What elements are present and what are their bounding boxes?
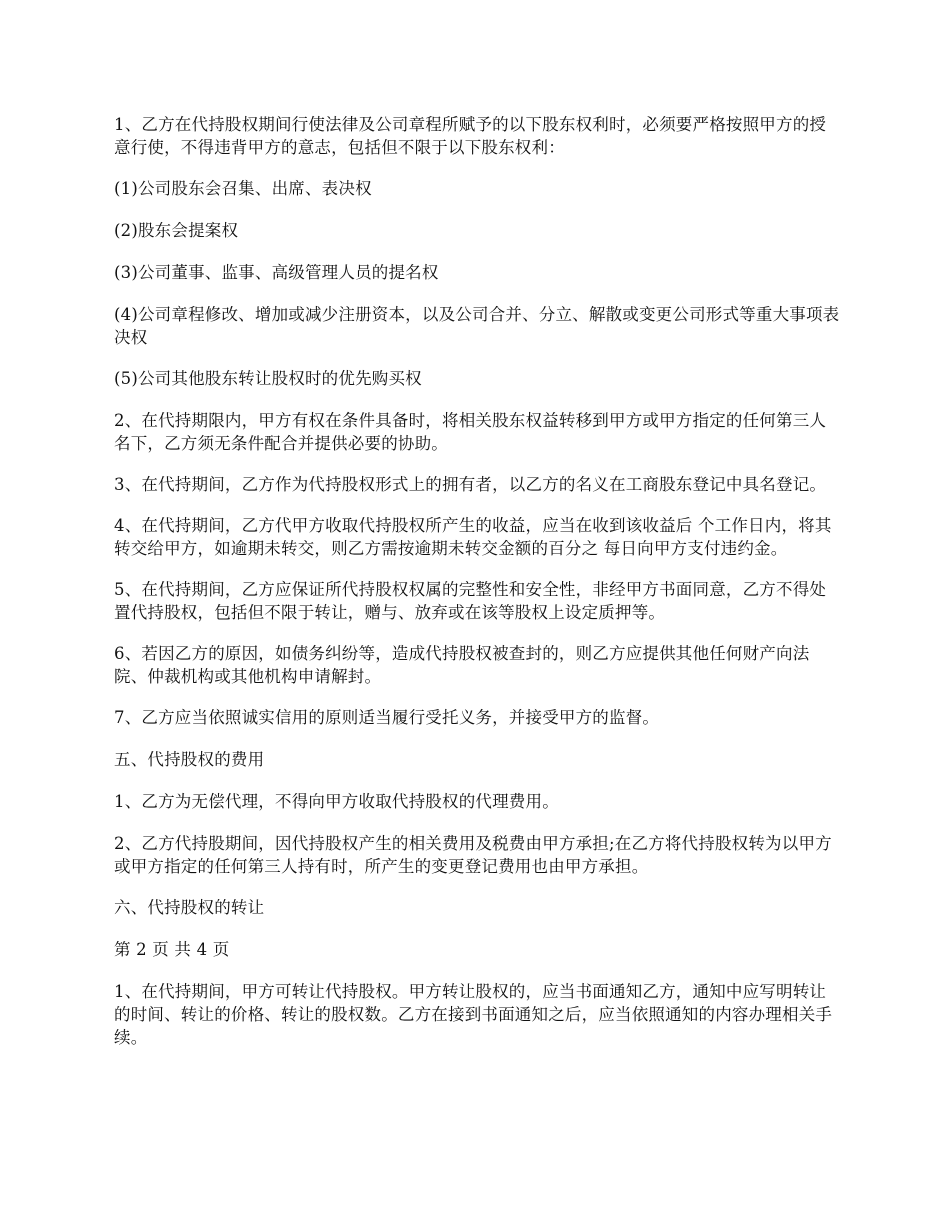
paragraph-clause-1: 1、乙方在代持股权期间行使法律及公司章程所赋予的以下股东权利时，必须要严格按照甲方的授意行使，不得违背甲方的意志，包括但不限于以下股东权利： bbox=[114, 115, 827, 157]
document-body bbox=[114, 113, 842, 1067]
paragraph-fee-2: 2、乙方代持股期间，因代持股权产生的相关费用及税费由甲方承担;在乙方将代持股权转为以甲方或甲方指定的任何第三人持有时，所产生的变更登记费用也由甲方承担。 bbox=[114, 834, 832, 876]
paragraph-transfer-1: 1、在代持期间，甲方可转让代持股权。甲方转让股权的，应当书面通知乙方，通知中应写明转让的时间、转让的价格、转让的股权数。乙方在接到书面通知之后，应当依照通知的内容办理相关手续。 bbox=[114, 982, 833, 1047]
paragraph-right-4: (4)公司章程修改、增加或减少注册资本，以及公司合并、分立、解散或变更公司形式等重大事项表决权 bbox=[114, 305, 840, 347]
paragraph-clause-5: 5、在代持期间，乙方应保证所代持股权权属的完整性和安全性，非经甲方书面同意，乙方不得处置代持股权，包括但不限于转让，赠与、放弃或在该等股权上设定质押等。 bbox=[114, 580, 827, 622]
page-number: 第 2 页 共 4 页 bbox=[114, 940, 230, 959]
paragraph-right-5: (5)公司其他股东转让股权时的优先购买权 bbox=[114, 369, 422, 388]
paragraph-right-2: (2)股东会提案权 bbox=[114, 221, 239, 240]
section-heading-transfer: 六、代持股权的转让 bbox=[114, 898, 265, 917]
section-heading-fees: 五、代持股权的费用 bbox=[114, 750, 265, 769]
paragraph-clause-2: 2、在代持期限内，甲方有权在条件具备时，将相关股东权益转移到甲方或甲方指定的任何第三人名下，乙方须无条件配合并提供必要的协助。 bbox=[114, 411, 827, 453]
paragraph-clause-6: 6、若因乙方的原因，如债务纠纷等，造成代持股权被查封的，则乙方应提供其他任何财产向法院、仲裁机构或其他机构申请解封。 bbox=[114, 644, 810, 686]
paragraph-fee-1: 1、乙方为无偿代理，不得向甲方收取代持股权的代理费用。 bbox=[114, 792, 559, 811]
paragraph-clause-4: 4、在代持期间，乙方代甲方收取代持股权所产生的收益，应当在收到该收益后 个工作日内，将其转交给甲方，如逾期未转交，则乙方需按逾期未转交金额的百分之 每日向甲方支付违约金。 bbox=[114, 516, 832, 558]
paragraph-right-3: (3)公司董事、监事、高级管理人员的提名权 bbox=[114, 263, 439, 282]
paragraph-clause-3: 3、在代持期间，乙方作为代持股权形式上的拥有者，以乙方的名义在工商股东登记中具名登记。 bbox=[114, 475, 827, 494]
paragraph-right-1: (1)公司股东会召集、出席、表决权 bbox=[114, 179, 372, 198]
paragraph-clause-7: 7、乙方应当依照诚实信用的原则适当履行受托义务，并接受甲方的监督。 bbox=[114, 708, 660, 727]
